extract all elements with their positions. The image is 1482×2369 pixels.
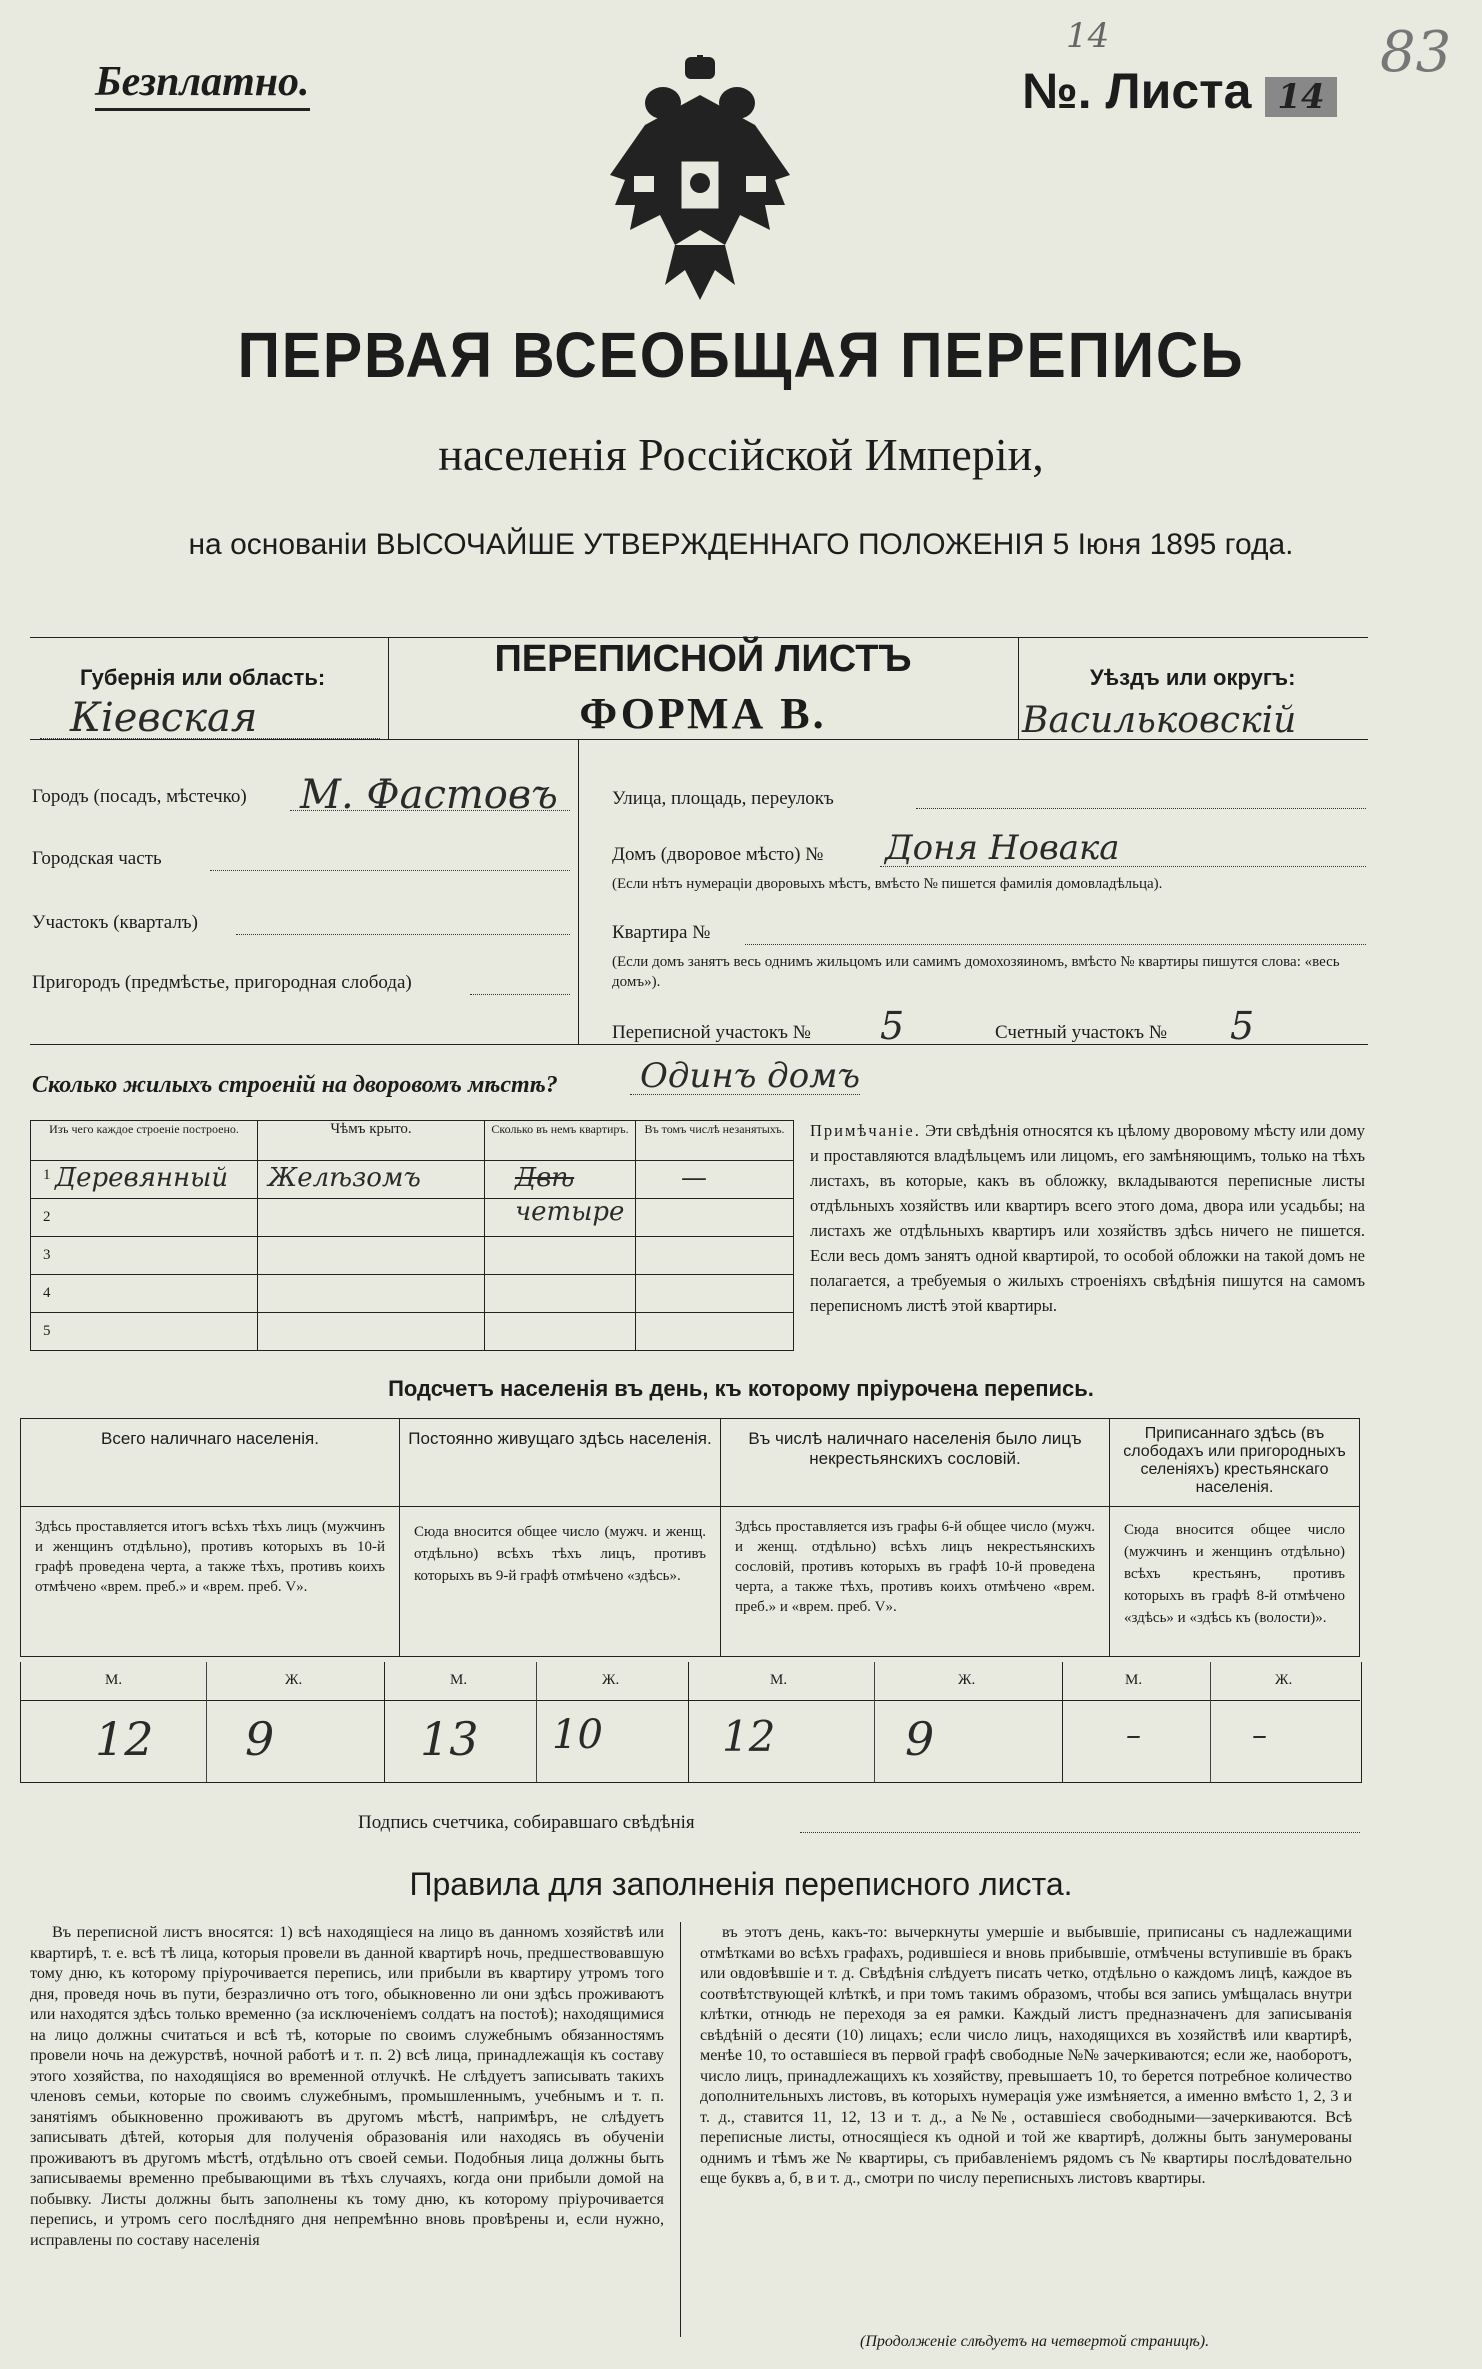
- total-male-value: 12: [95, 1712, 154, 1766]
- free-label: Безплатно.: [95, 58, 310, 111]
- census-district-label: Переписной участокъ №: [612, 1022, 811, 1043]
- margin-number-2: 83: [1380, 20, 1452, 85]
- peasant-male-value: –: [1126, 1718, 1141, 1753]
- non-peasant-female-value: 9: [905, 1712, 935, 1766]
- uezd-value: Васильковскій: [1022, 700, 1297, 741]
- population-text-non-peasant: Здѣсь проставляется изъ графы 6-й общее число (мужч. и женщ. отдѣльно) всѣхъ лицъ некрестьянскихъ сословій, противъ которыхъ въ графѣ 10-й проведена черта, а также тѣхъ, противъ коихъ отмѣчено «врем. преб.» и «врем. преб. V».: [735, 1519, 1095, 1615]
- m-label-4: М.: [1125, 1672, 1143, 1688]
- sheet-number-label: [1022, 62, 1337, 120]
- rules-continuation: (Продолженіе слѣдуетъ на четвертой страницѣ).: [860, 2333, 1210, 2350]
- double-headed-eagle-icon: [605, 55, 795, 315]
- signature-label: Подпись счетчика, собиравшаго свѣдѣнія: [358, 1812, 695, 1833]
- buildings-note: [810, 1118, 1365, 1318]
- census-district-value: 5: [880, 1004, 905, 1048]
- count-district-label: Счетный участокъ №: [995, 1022, 1167, 1043]
- permanent-female-value: 10: [552, 1712, 603, 1758]
- buildings-header-roof: Чѣмъ крыто.: [258, 1121, 485, 1161]
- section-label: Участокъ (кварталъ): [32, 912, 198, 933]
- page-subtitle: населенія Россійской Имперіи,: [438, 429, 1044, 480]
- buildings-table: [30, 1120, 794, 1351]
- f-label-1: Ж.: [285, 1672, 303, 1688]
- uezd-label: Уѣздъ или округъ:: [1090, 665, 1296, 690]
- rules-right-column: въ этотъ день, какъ-то: вычеркнуты умершіе и выбывшіе, приписаны съ надлежащими отмѣтками во всѣхъ графахъ, родившіеся и вновь прибывшіе, отмѣчены вступившіе въ бракъ или овдовѣвшіе и т. д. Свѣдѣнія слѣдуетъ писать четко, отдѣльно о каждомъ лицѣ, каждое въ соотвѣтствующей клѣткѣ, и при томъ такимъ образомъ, чтобы вся запись умѣщалась внутри клѣтки, отнюдь не переходя за ея рамки. Каждый листъ предназначенъ для записыванія свѣдѣній о десяти (10) лицахъ; если число лицъ, находящихся въ хозяйствѣ или квартирѣ, менѣе 10, то оставшіеся въ первой графѣ свободные №№ зачеркиваются; если же, наоборотъ, число лицъ, принадлежащихъ къ хозяйству, превышаетъ 10, то берется потребное количество дополнительныхъ листовъ, въ которыхъ нумерація уже измѣняется, а именно вмѣсто 1, 2, 3 и т. д., ставится 11, 12, 13 и т. д., а №№, оставшіеся свободными—зачеркиваются. Всѣ переписные листы, относящіеся къ одной и той же квартирѣ, должны быть занумерованы однимъ и тѣмъ же № квартиры, съ прибавленіемъ рядомъ съ № квартиры послѣдовательно еще буквъ а, б, в и т. д., смотри по числу переписныхъ листовъ квартиры.: [700, 1923, 1352, 2187]
- f-label-4: Ж.: [1275, 1672, 1293, 1688]
- apartment-note: (Если домъ занятъ весь однимъ жильцомъ или самимъ домохозяиномъ, вмѣсто № квартиры пишутся слова: «весь домъ»).: [612, 954, 1340, 990]
- table-row: 5: [31, 1313, 794, 1351]
- population-header-total: Всего наличнаго населенія.: [21, 1419, 400, 1507]
- peasant-female-value: –: [1252, 1718, 1267, 1753]
- house-note: (Если нѣтъ нумераціи дворовыхъ мѣстъ, вмѣсто № пишется фамилія домовладѣльца).: [612, 876, 1163, 892]
- city-value: М. Фастовъ: [300, 772, 558, 818]
- population-text-permanent: Сюда вносится общее число (мужч. и женщ. отдѣльно) всѣхъ тѣхъ лицъ, противъ которыхъ въ 9-й графѣ отмѣчено «здѣсь».: [414, 1524, 706, 1584]
- population-text-total: Здѣсь проставляется итогъ всѣхъ тѣхъ лицъ (мужчинъ и женщинъ отдѣльно), противъ которыхъ въ 10-й графѣ проведена черта, а также тѣхъ, противъ коихъ отмѣчено «врем. преб.» и «врем. преб. V».: [35, 1519, 385, 1595]
- f-label-2: Ж.: [602, 1672, 620, 1688]
- population-header-non-peasant: Въ числѣ наличнаго населенія было лицъ некрестьянскихъ сословій.: [721, 1419, 1110, 1507]
- basis-line: на основаніи ВЫСОЧАЙШЕ УТВЕРЖДЕННАГО ПОЛОЖЕНІЯ 5 Іюня 1895 года.: [188, 528, 1294, 561]
- buildings-note-title: Примѣчаніе.: [810, 1121, 921, 1140]
- table-row: 2 четыре: [31, 1199, 794, 1237]
- form-title: ФОРМА В.: [579, 689, 827, 738]
- city-label: Городъ (посадъ, мѣстечко): [32, 786, 247, 807]
- total-female-value: 9: [245, 1712, 275, 1766]
- apartment-label: Квартира №: [612, 922, 711, 943]
- buildings-answer: Одинъ домъ: [640, 1056, 861, 1096]
- guberniya-label: Губернія или область:: [80, 665, 326, 690]
- house-label: Домъ (дворовое мѣсто) №: [612, 844, 824, 865]
- population-text-peasant: Сюда вносится общее число (мужчинъ и женщинъ отдѣльно) всѣхъ крестьянъ, противъ которыхъ въ графѣ 8-й отмѣчено «здѣсь» и «здѣсь къ (волости)».: [1124, 1522, 1345, 1626]
- table-row: 3: [31, 1237, 794, 1275]
- guberniya-value: Кіевская: [70, 695, 258, 741]
- buildings-question: Сколько жилыхъ строеній на дворовомъ мѣстѣ?: [32, 1072, 558, 1098]
- population-header-permanent: Постоянно живущаго здѣсь населенія.: [400, 1419, 721, 1507]
- m-label-1: М.: [105, 1672, 123, 1688]
- sheet-number-value: 14: [1265, 77, 1336, 117]
- m-label-2: М.: [450, 1672, 468, 1688]
- page-title: ПЕРВАЯ ВСЕОБЩАЯ ПЕРЕПИСЬ: [237, 319, 1245, 391]
- suburb-label: Пригородъ (предмѣстье, пригородная слобода): [32, 972, 412, 993]
- buildings-header-apartments: Сколько въ немъ квартиръ.: [485, 1121, 636, 1161]
- house-value: Доня Новака: [885, 828, 1120, 868]
- sheet-title: ПЕРЕПИСНОЙ ЛИСТЪ: [494, 638, 912, 680]
- sheet-number-text: №. Листа: [1022, 63, 1252, 119]
- buildings-note-text: Эти свѣдѣнія относятся къ цѣлому дворовому мѣсту или дому и проставляются владѣльцемъ или лицомъ, его замѣняющимъ, только на тѣхъ листахъ, въ которые, какъ въ обложку, вкладываются переписные листы отдѣльныхъ хозяйствъ или квартиръ всего этого дома, двора или усадьбы; на листахъ же отдѣльныхъ квартиръ или хозяйствъ здѣсь ничего не пишется. Если весь домъ занятъ одной квартирой, то особой обложки на такой домъ не полагается, а требуемыя о жилыхъ строеніяхъ свѣдѣнія пишутся на самомъ переписномъ листѣ этой квартиры.: [810, 1121, 1366, 1315]
- rules-title: Правила для заполненія переписного листа.: [409, 1866, 1073, 1902]
- population-header-peasant: Приписаннаго здѣсь (въ слободахъ или пригородныхъ селеніяхъ) крестьянскаго населенія.: [1110, 1419, 1360, 1507]
- district-label: Городская часть: [32, 848, 162, 869]
- rules-left-column: Въ переписной листъ вносятся: 1) всѣ находящіеся на лицо въ данномъ хозяйствѣ или квартирѣ, т. е. всѣ тѣ лица, которыя провели въ данной квартирѣ ночь, предшествовавшую тому дню, къ которому пріурочивается перепись, или прибыли въ квартиру утромъ того дня, проведя ночь въ пути, безразлично отъ того, обыкновенно ли они здѣсь проживаютъ или находятся здѣсь только временно (за исключеніемъ солдатъ на постоѣ); находящимися на лицо должны считаться и всѣ тѣ, которые по своимъ служебнымъ обязанностямъ провели ночь на дежурствѣ, ночной работѣ и т. п. 2) всѣ лица, принадлежащія къ составу этого хозяйства, по находящіяся во временной отлучкѣ. Не слѣдуетъ записывать такихъ членовъ семьи, которые по своимъ служебнымъ, промышленнымъ, учебнымъ и т. п. занятіямъ обыкновенно проживаютъ въ другомъ мѣстѣ, напримѣръ, не слѣдуетъ записывать дѣтей, которыя для полученія образованія или находясь въ обученіи проживаютъ въ другомъ мѣстѣ, отдѣльно отъ своей семьи. Подобныя лица должны быть записываемы временно пребывающими въ тѣхъ случаяхъ, когда они прибыли домой на побывку. Листы должны быть заполнены къ тому дню, къ которому пріурочивается перепись, и утромъ сего послѣдняго дня непремѣнно вновь провѣрены и, если нужно, исправлены по составу населенія: [30, 1923, 664, 2249]
- f-label-3: Ж.: [958, 1672, 976, 1688]
- table-row: 1 Деревянный Желѣзомъ Двѣ —: [31, 1161, 794, 1199]
- margin-number-1: 14: [1066, 16, 1110, 56]
- m-label-3: М.: [770, 1672, 788, 1688]
- street-label: Улица, площадь, переулокъ: [612, 788, 834, 809]
- table-row: 4: [31, 1275, 794, 1313]
- count-district-value: 5: [1230, 1004, 1255, 1048]
- buildings-header-material: Изъ чего каждое строеніе построено.: [31, 1121, 258, 1161]
- non-peasant-male-value: 12: [722, 1712, 776, 1761]
- permanent-male-value: 13: [420, 1712, 479, 1766]
- population-title: Подсчетъ населенія въ день, къ которому пріурочена перепись.: [388, 1376, 1094, 1401]
- buildings-header-vacant: Въ томъ числѣ незанятыхъ.: [636, 1121, 794, 1161]
- population-table: [20, 1418, 1360, 1657]
